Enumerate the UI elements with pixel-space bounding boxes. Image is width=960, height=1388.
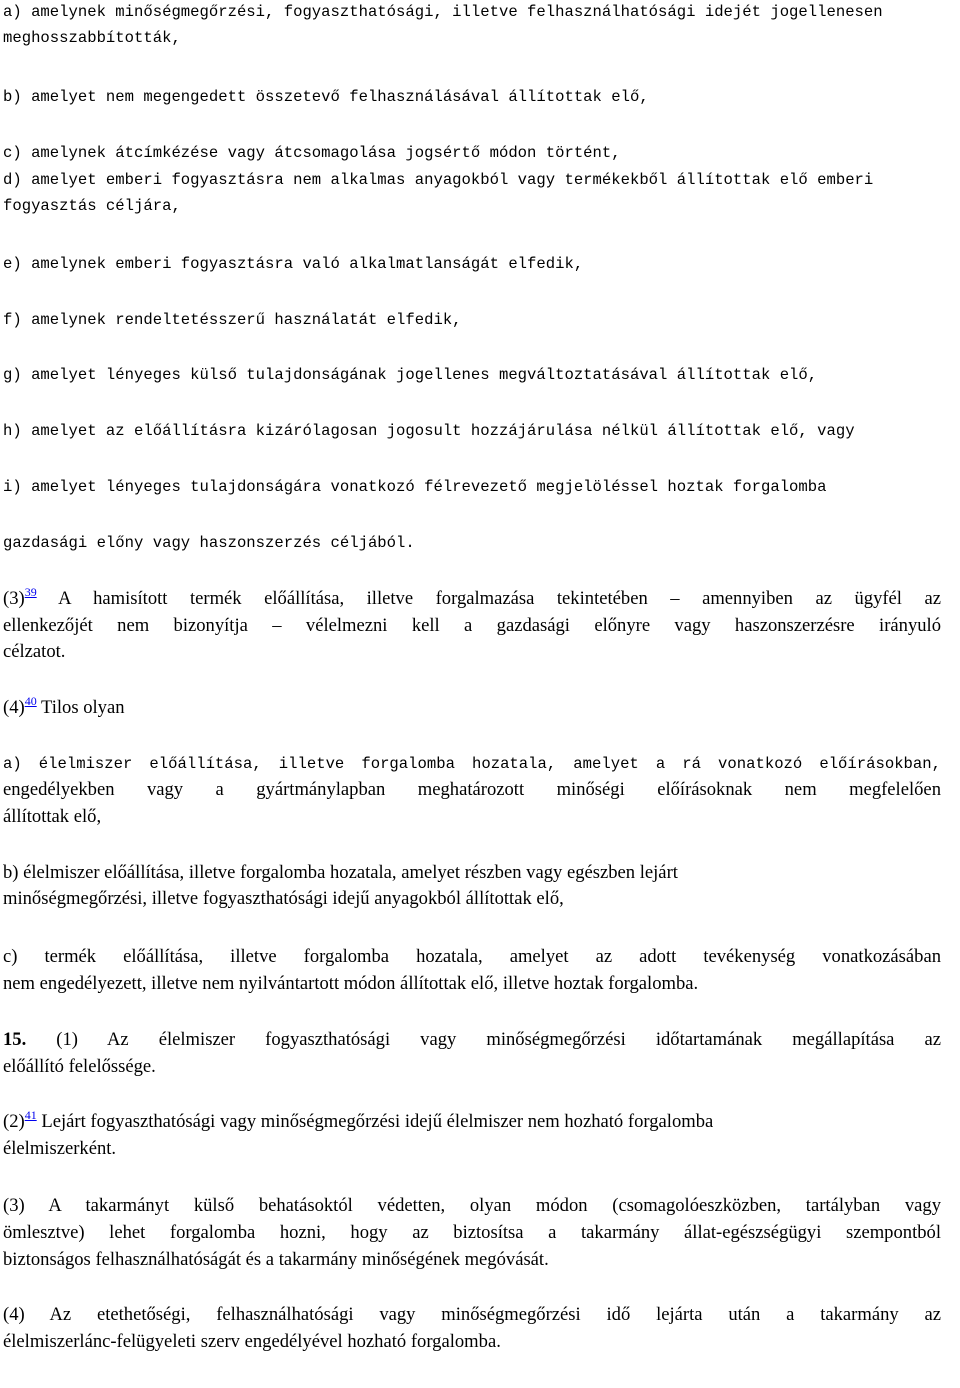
- section-15-paragraph-1-text: (1) Az élelmiszer fogyaszthatósági vagy minőségmegőrzési időtartamának megállapítása az: [56, 1029, 941, 1050]
- footnote-link-40[interactable]: 40: [24, 694, 37, 708]
- paragraph-4-a-line-1: a) élelmiszer előállítása, illetve forgalomba hozatala, amelyet a rá vonatkozó előírásokban,: [3, 755, 941, 773]
- section-15-paragraph-2-line-2: élelmiszerként.: [3, 1138, 117, 1159]
- paragraph-4-b-line-2: minőségmegőrzési, illetve fogyaszthatósági idejű anyagokból állítottak elő,: [3, 888, 564, 909]
- item-f: f) amelynek rendeltetésszerű használatát elfedik,: [3, 311, 462, 329]
- item-purpose: gazdasági előny vagy haszonszerzés céljából.: [3, 534, 415, 552]
- section-15-paragraph-2-line-1: [3, 1108, 714, 1133]
- item-a-line-2: meghosszabbították,: [3, 29, 181, 47]
- paragraph-4-b-line-1: b) élelmiszer előállítása, illetve forgalomba hozatala, amelyet részben vagy egészben lejárt: [3, 862, 678, 883]
- item-c: c) amelynek átcímkézése vagy átcsomagolása jogsértő módon történt,: [3, 144, 621, 162]
- paragraph-3-line-3: célzatot.: [3, 641, 66, 662]
- paragraph-4-intro-text: Tilos olyan: [41, 697, 125, 718]
- item-d-line-1: d) amelyet emberi fogyasztásra nem alkalmas anyagokból vagy termékekből állítottak elő emberi: [3, 171, 874, 189]
- paragraph-3-line-1: [3, 585, 941, 610]
- paragraph-4-c-line-1: c) termék előállítása, illetve forgalomba hozatala, amelyet az adott tevékenység vonatkozásában: [3, 946, 941, 967]
- paragraph-4-a-line-2: engedélyekben vagy a gyártmánylapban meghatározott minőségi előírásoknak nem megfelelően: [3, 779, 941, 800]
- paragraph-4-intro: [3, 694, 125, 719]
- section-15-paragraph-3-line-2: ömlesztve) lehet forgalomba hozni, hogy az biztosítsa a takarmány állat-egészségügyi szempontból: [3, 1222, 941, 1243]
- section-15-paragraph-2-number: (2): [3, 1111, 25, 1132]
- section-15-paragraph-1-line-1: [3, 1029, 941, 1051]
- paragraph-4-c-line-2: nem engedélyezett, illetve nem nyilvántartott módon állítottak elő, illetve hoztak forgalomba.: [3, 973, 699, 994]
- paragraph-4-number: (4): [3, 697, 25, 718]
- section-15-paragraph-4-line-2: élelmiszerlánc-felügyeleti szerv engedélyével hozható forgalomba.: [3, 1331, 501, 1352]
- item-i: i) amelyet lényeges tulajdonságára vonatkozó félrevezető megjelöléssel hoztak forgalomba: [3, 478, 827, 496]
- item-d-line-2: fogyasztás céljára,: [3, 197, 181, 215]
- section-15-paragraph-3-line-1: (3) A takarmányt külső behatásoktól védetten, olyan módon (csomagolóeszközben, tartályban vagy: [3, 1195, 941, 1216]
- item-a-line-1: a) amelynek minőségmegőrzési, fogyaszthatósági, illetve felhasználhatósági idejét jogellenesen: [3, 3, 883, 21]
- paragraph-4-a-line-3: állítottak elő,: [3, 806, 102, 827]
- section-15-paragraph-2-text: Lejárt fogyaszthatósági vagy minőségmegőrzési idejű élelmiszer nem hozható forgalomba: [41, 1111, 714, 1132]
- paragraph-3-line-2: ellenkezőjét nem bizonyítja – vélelmezni kell a gazdasági előnyre vagy haszonszerzésre irányuló: [3, 615, 941, 636]
- item-h: h) amelyet az előállításra kizárólagosan jogosult hozzájárulása nélkül állítottak elő, vagy: [3, 422, 855, 440]
- item-e: e) amelynek emberi fogyasztásra való alkalmatlanságát elfedik,: [3, 255, 584, 273]
- item-g: g) amelyet lényeges külső tulajdonságának jogellenes megváltoztatásával állítottak elő,: [3, 366, 818, 384]
- paragraph-3-number: (3): [3, 588, 25, 609]
- section-15-paragraph-4-line-1: (4) Az etethetőségi, felhasználhatósági vagy minőségmegőrzési idő lejárta után a takarmány az: [3, 1304, 941, 1325]
- footnote-link-39[interactable]: 39: [24, 585, 37, 599]
- paragraph-3-text: A hamisított termék előállítása, illetve forgalmazása tekintetében – amennyiben az ügyfél az: [58, 588, 941, 609]
- section-15-paragraph-1-line-2: előállító felelőssége.: [3, 1056, 156, 1077]
- footnote-link-41[interactable]: 41: [24, 1108, 37, 1122]
- section-15-paragraph-3-line-3: biztonságos felhasználhatóságát és a takarmány minőségének megóvását.: [3, 1249, 549, 1270]
- item-b: b) amelyet nem megengedett összetevő felhasználásával állítottak elő,: [3, 88, 649, 106]
- section-15-number: 15.: [3, 1029, 27, 1050]
